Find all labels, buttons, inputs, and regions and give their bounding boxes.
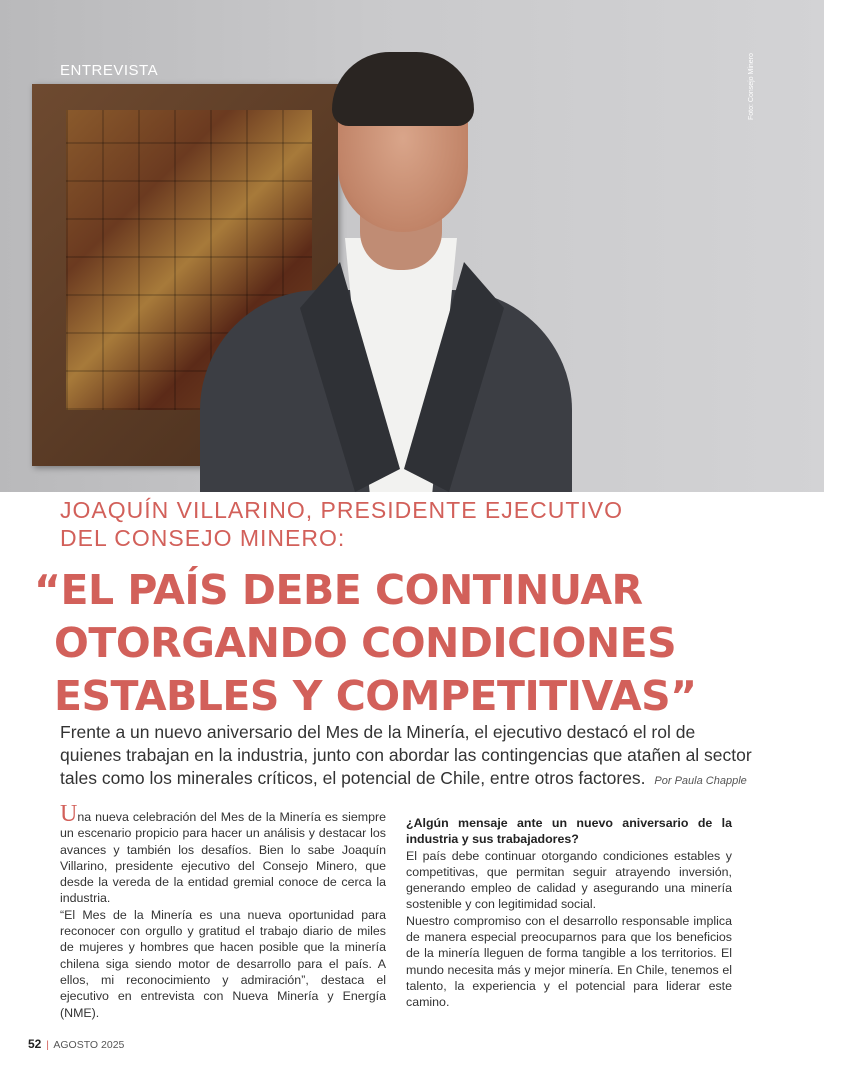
- deck: [60, 721, 760, 793]
- paragraph-1-text: na nueva celebración del Mes de la Minería es siempre un escenario propicio para hacer un análisis y destacar los avances y también los desafíos. Bien lo sabe Joaquín Villarino, presidente ejecutivo del Consejo Minero, que desde la vereda de la entidad gremial conoce de cerca la industria.: [60, 810, 386, 906]
- paragraph-1: [60, 801, 386, 907]
- portrait-hair: [332, 52, 474, 126]
- issue-date: AGOSTO 2025: [53, 1039, 125, 1051]
- subheadline: [60, 496, 760, 552]
- page-number: 52: [28, 1037, 42, 1051]
- question-1: ¿Algún mensaje ante un nuevo aniversario de la industria y sus trabajadores?: [406, 816, 732, 847]
- page-footer: [28, 1037, 124, 1051]
- headline: [34, 564, 774, 723]
- headline-line-2: OTORGANDO CONDICIONES: [54, 619, 677, 667]
- answer-1-paragraph-1: El país debe continuar otorgando condiciones estables y competitivas, que permitan seguir atrayendo inversión, generando empleo de calidad y asegurando una minería sostenible y con legitimidad social.: [406, 848, 732, 912]
- deck-text: Frente a un nuevo aniversario del Mes de la Minería, el ejecutivo destacó el rol de quienes trabajan en la industria, junto con abordar las contingencias que atañen al sector tales como los minerales críticos, el potencial de Chile, entre otros factores.: [60, 722, 752, 788]
- subhead-line-1: JOAQUÍN VILLARINO, PRESIDENTE EJECUTIVO: [60, 497, 623, 523]
- section-label: ENTREVISTA: [60, 62, 159, 79]
- footer-separator: |: [46, 1039, 50, 1051]
- column-left: [60, 801, 386, 1021]
- photo-credit: Foto: Consejo Minero: [748, 53, 755, 120]
- subhead-line-2: DEL CONSEJO MINERO:: [60, 525, 346, 551]
- byline: Por Paula Chapple: [654, 775, 747, 787]
- paragraph-2: “El Mes de la Minería es una nueva oportunidad para reconocer con orgullo y gratitud el trabajo diario de miles de mujeres y hombres que hacen posible que la minería chilena siga siendo motor de desarrollo para el país. A ellos, mi reconocimiento y admiración”, destaca el ejecutivo en entrevista con Nueva Minería y Energía (NME).: [60, 907, 386, 1020]
- headline-line-1: “EL PAÍS DEBE CONTINUAR: [34, 566, 643, 614]
- headline-line-3: ESTABLES Y COMPETITIVAS”: [54, 672, 697, 720]
- hero-photo: [0, 0, 824, 492]
- answer-1-paragraph-2: Nuestro compromiso con el desarrollo responsable implica de manera especial preocuparnos para que los beneficios de la minería lleguen de forma tangible a los territorios. El mundo necesita más y mejor minería. En Chile, tenemos el talento, la experiencia y el potencial para liderar este camino.: [406, 913, 732, 1010]
- column-right: [406, 815, 732, 1011]
- dropcap: U: [60, 801, 78, 827]
